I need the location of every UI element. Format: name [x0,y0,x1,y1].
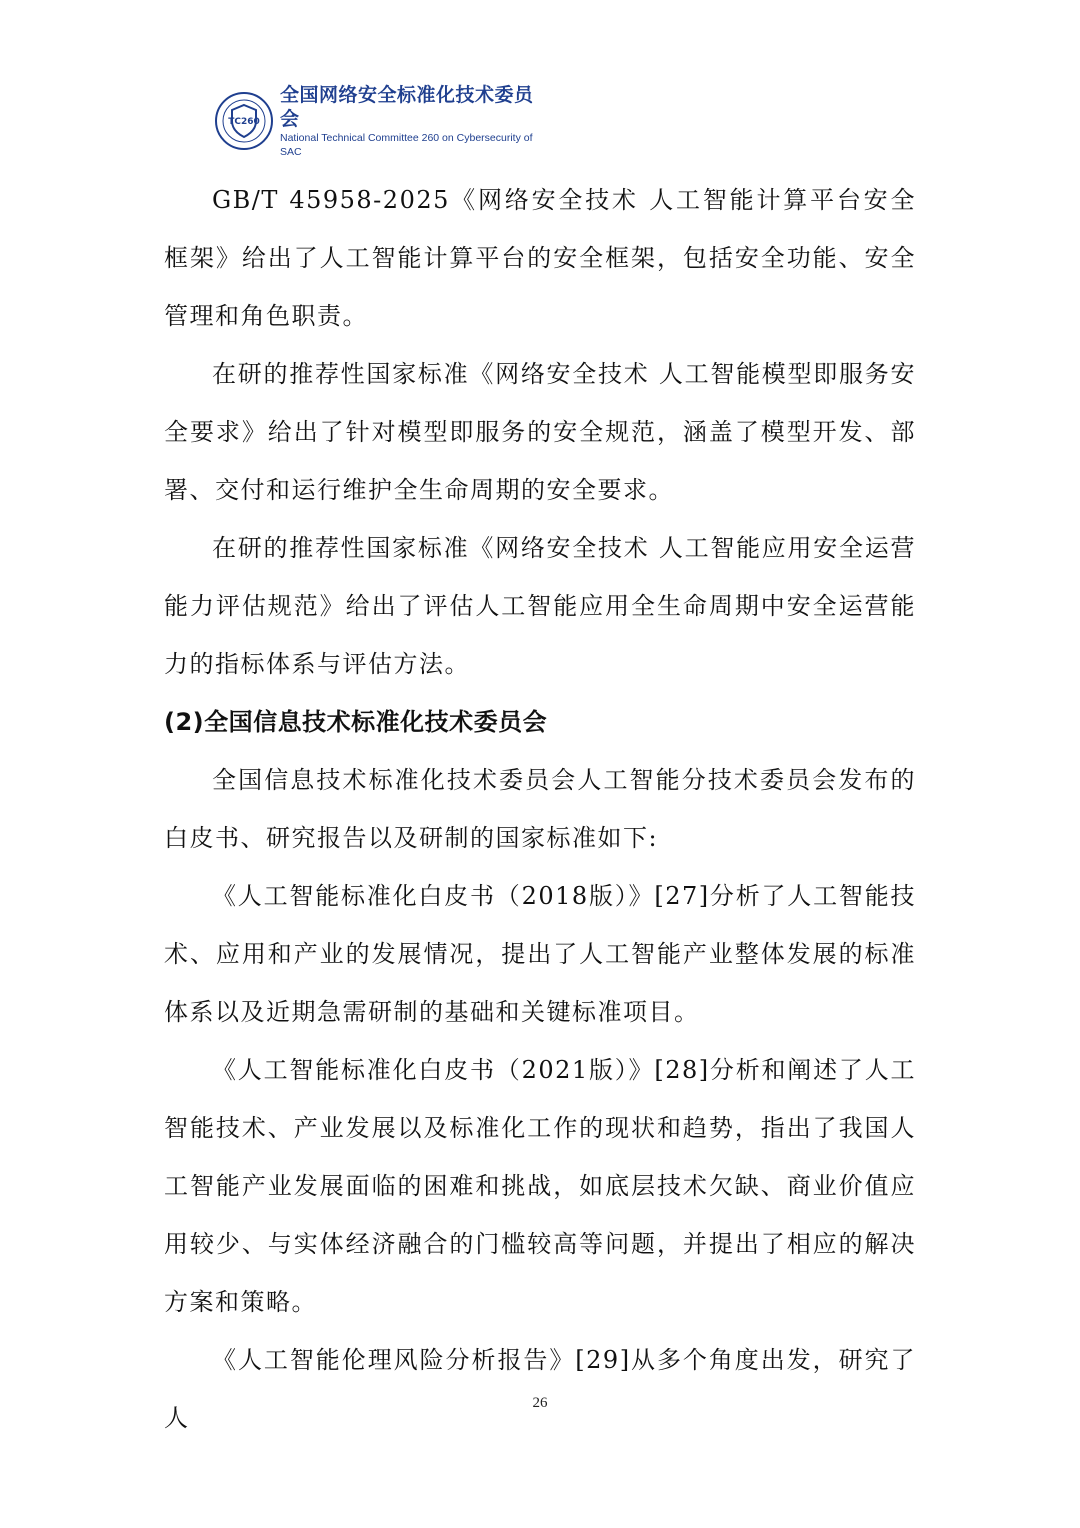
org-name-cn: 全国网络安全标准化技术委员会 [280,84,534,130]
document-body [164,171,916,1447]
tc260-logo-icon [214,91,274,151]
paragraph-whitepaper-2021: 《人工智能标准化白皮书（2021版）》[28]分析和阐述了人工智能技术、产业发展以及标准化工作的现状和趋势，指出了我国人工智能产业发展面临的困难和挑战，如底层技术欠缺、商业价值应用较少、与实体经济融合的门槛较高等问题，并提出了相应的解决方案和策略。 [164,1056,916,1316]
page-number: 26 [532,1395,548,1411]
org-name-en: National Technical Committee 260 on Cybersecurity of SAC [280,132,533,158]
paragraph-maas-standard: 在研的推荐性国家标准《网络安全技术 人工智能模型即服务安全要求》给出了针对模型即服务的安全规范，涵盖了模型开发、部署、交付和运行维护全生命周期的安全要求。 [164,360,916,504]
paragraph-gbt45958: GB/T 45958-2025《网络安全技术 人工智能计算平台安全框架》给出了人工智能计算平台的安全框架，包括安全功能、安全管理和角色职责。 [164,186,916,330]
paragraph-app-ops-standard: 在研的推荐性国家标准《网络安全技术 人工智能应用安全运营能力评估规范》给出了评估人工智能应用全生命周期中安全运营能力的指标体系与评估方法。 [164,534,916,678]
seal-text: TC260 [228,117,260,127]
page-header [214,84,544,158]
paragraph-ethics-report: 《人工智能伦理风险分析报告》[29]从多个角度出发，研究了人 [164,1346,916,1432]
section-heading: (2)全国信息技术标准化技术委员会 [164,708,548,736]
paragraph-whitepaper-2018: 《人工智能标准化白皮书（2018版）》[27]分析了人工智能技术、应用和产业的发展情况，提出了人工智能产业整体发展的标准体系以及近期急需研制的基础和关键标准项目。 [164,882,916,1026]
paragraph-committee-intro: 全国信息技术标准化技术委员会人工智能分技术委员会发布的白皮书、研究报告以及研制的国家标准如下: [164,766,916,852]
header-text [280,83,544,159]
